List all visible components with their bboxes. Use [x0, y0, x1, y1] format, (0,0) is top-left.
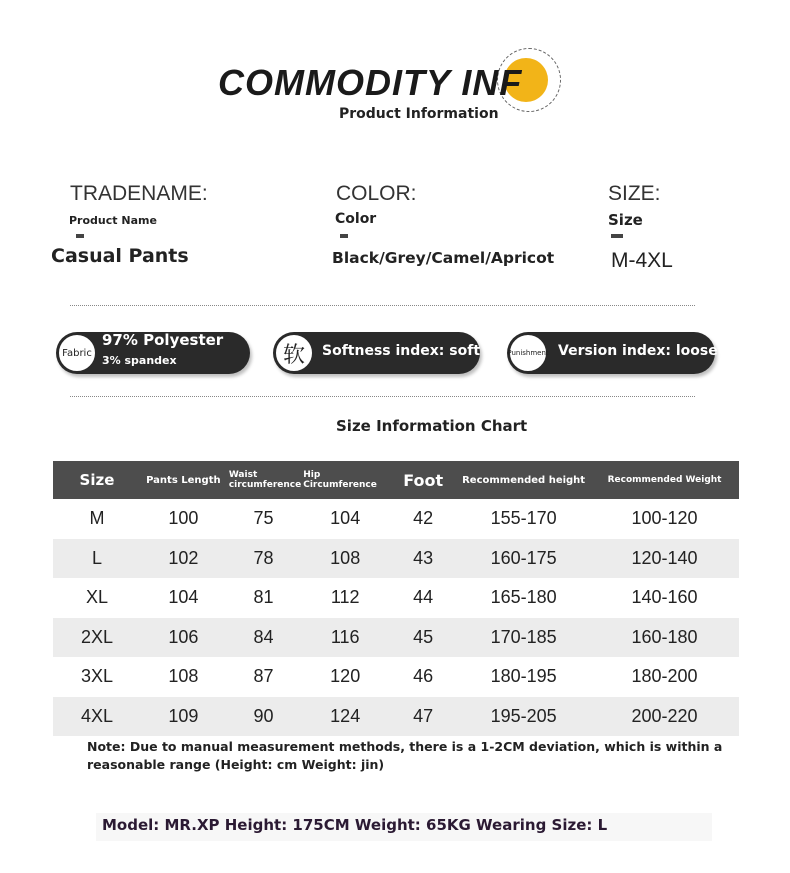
measurement-note: Note: Due to manual measurement methods, there is a 1-2CM deviation, which is within a reasonable range (Height: cm Weight: jin): [87, 739, 723, 772]
table-cell: 45: [389, 618, 457, 658]
tradename-label: TRADENAME:: [70, 182, 208, 205]
table-cell: 3XL: [80, 666, 113, 687]
table-row: [53, 697, 739, 737]
table-header-row: [53, 461, 739, 499]
table-cell: 102: [141, 539, 226, 579]
table-cell: 75: [253, 508, 274, 529]
table-cell: 100-120: [631, 508, 698, 529]
softness-text: Softness index: soft: [322, 343, 481, 359]
table-cell: 120-140: [590, 539, 739, 579]
table-cell: 81: [253, 587, 274, 608]
table-cell: 170-185: [457, 618, 590, 658]
table-cell: 195-205: [457, 697, 590, 737]
table-row: [53, 539, 739, 579]
size-sub: Size: [608, 211, 643, 229]
table-cell: 200-220: [590, 697, 739, 737]
fabric-sub: 3% spandex: [102, 354, 177, 367]
table-row: [53, 618, 739, 658]
table-row: [53, 578, 739, 618]
table-cell: 2XL: [53, 618, 141, 658]
version-icon: Punishment: [508, 333, 548, 373]
table-cell: 90: [226, 697, 301, 737]
soft-icon: 软: [274, 333, 314, 373]
table-cell: 104: [168, 587, 199, 608]
fabric-icon: Fabric: [57, 333, 97, 373]
size-label: SIZE:: [608, 182, 661, 205]
table-header: Recommended Weight: [590, 461, 739, 499]
page-title: COMMODITY INF: [218, 62, 523, 103]
table-cell: 124: [301, 697, 389, 737]
color-value: Black/Grey/Camel/Apricot: [332, 249, 555, 267]
tradename-value: Casual Pants: [51, 245, 189, 267]
table-cell: 109: [141, 697, 226, 737]
table-cell: XL: [85, 587, 108, 608]
table-cell: 4XL: [53, 697, 141, 737]
table-cell: 43: [389, 539, 457, 579]
table-header: Foot: [389, 461, 457, 499]
table-cell: 44: [413, 587, 434, 608]
version-text: Version index: loose: [558, 343, 718, 359]
table-cell: 104: [330, 508, 361, 529]
dash-mark: [611, 234, 623, 238]
table-cell: 47: [389, 697, 457, 737]
table-cell: 180-195: [490, 666, 557, 687]
table-header: Waist circumference: [226, 461, 301, 499]
table-cell: 112: [330, 587, 360, 608]
table-cell: 84: [226, 618, 301, 658]
table-cell: 106: [141, 618, 226, 658]
size-table: [53, 461, 739, 736]
page-subtitle: Product Information: [339, 106, 499, 122]
table-cell: 87: [253, 666, 274, 687]
table-cell: 116: [301, 618, 389, 658]
table-cell: 155-170: [490, 508, 557, 529]
table-cell: 180-200: [631, 666, 698, 687]
table-cell: 78: [226, 539, 301, 579]
table-header: Pants Length: [141, 461, 226, 499]
size-chart-title: Size Information Chart: [336, 417, 528, 435]
divider: [70, 396, 695, 397]
color-label: COLOR:: [336, 182, 417, 205]
table-header: Recommended height: [457, 461, 590, 499]
table-cell: L: [53, 539, 141, 579]
table-cell: 100: [168, 508, 199, 529]
table-cell: 108: [168, 666, 199, 687]
size-value: M-4XL: [611, 249, 673, 272]
dash-mark: [76, 234, 84, 238]
table-cell: M: [89, 508, 105, 529]
tradename-sub: Product Name: [69, 214, 157, 227]
table-cell: 46: [413, 666, 434, 687]
model-info: Model: MR.XP Height: 175CM Weight: 65KG Wearing Size: L: [102, 816, 608, 834]
fabric-main: 97% Polyester: [102, 331, 224, 349]
table-row: [53, 499, 739, 539]
table-cell: 160-180: [590, 618, 739, 658]
table-header: Hip Circumference: [301, 461, 389, 499]
table-row: [53, 657, 739, 697]
table-cell: 42: [413, 508, 434, 529]
table-cell: 140-160: [631, 587, 698, 608]
color-sub: Color: [335, 211, 377, 227]
table-cell: 108: [301, 539, 389, 579]
divider: [70, 305, 695, 306]
table-header: Size: [53, 461, 141, 499]
table-cell: 160-175: [457, 539, 590, 579]
dash-mark: [340, 234, 348, 238]
table-cell: 120: [330, 666, 361, 687]
table-cell: 165-180: [490, 587, 557, 608]
